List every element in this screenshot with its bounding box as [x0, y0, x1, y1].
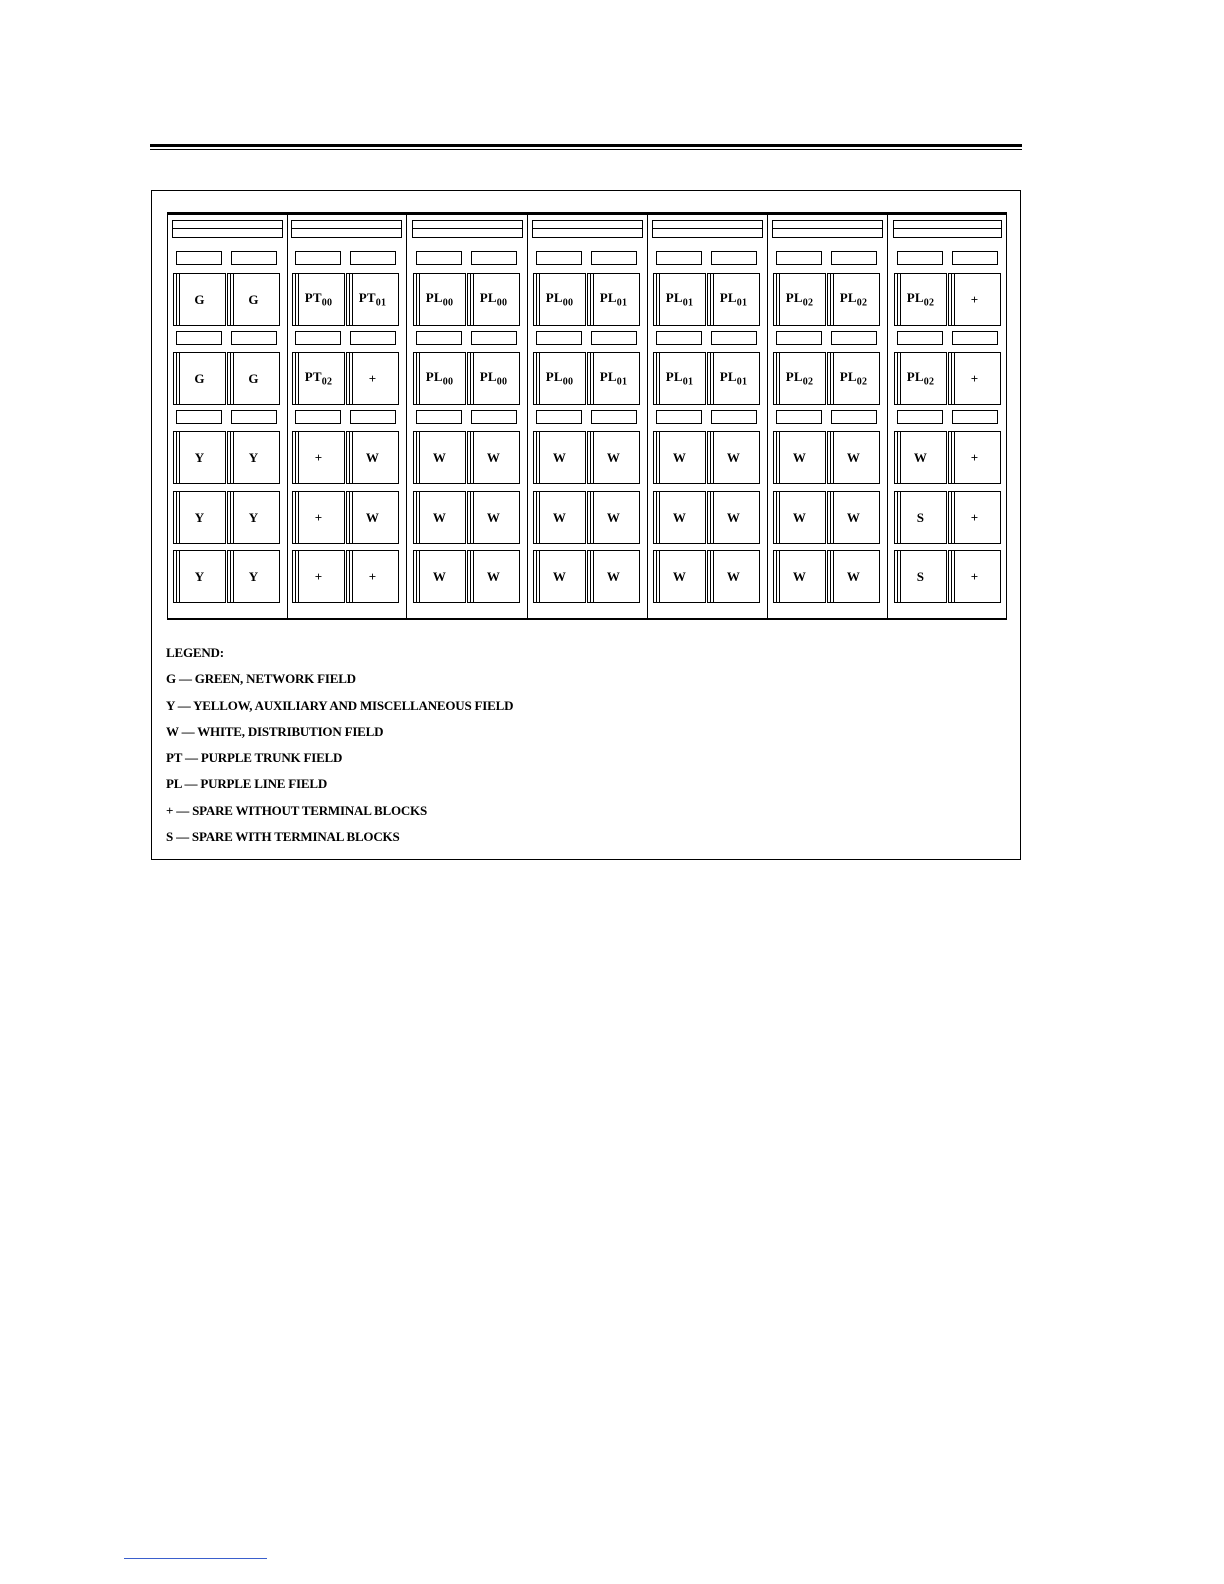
panel-label: W [792, 568, 807, 584]
panel-label: S [916, 568, 925, 584]
panel-label: G [248, 291, 259, 307]
bay-1 [168, 215, 288, 618]
panel-label: W [606, 509, 621, 525]
panel-label: $PL_{01}$ [599, 369, 628, 388]
terminal-panel [773, 273, 826, 326]
designation-strip [416, 410, 462, 424]
panel-label: W [432, 509, 447, 525]
designation-strip [656, 410, 702, 424]
terminal-panel [773, 352, 826, 405]
bay-4 [528, 215, 648, 618]
designation-strip [471, 410, 517, 424]
terminal-panel [533, 550, 586, 603]
designation-strip [176, 331, 222, 345]
designation-strip [591, 410, 637, 424]
panel-label: $PT_{01}$ [358, 290, 387, 309]
panel-label: $PL_{00}$ [545, 290, 574, 309]
panel-label: W [672, 449, 687, 465]
terminal-panel [533, 352, 586, 405]
panel-label: W [552, 449, 567, 465]
terminal-panel [467, 431, 520, 484]
panel-label: Y [194, 568, 205, 584]
terminal-panel [227, 550, 280, 603]
panel-label: G [248, 370, 259, 386]
panel-label: $PL_{02}$ [785, 290, 814, 309]
terminal-panel [653, 550, 706, 603]
terminal-panel [948, 491, 1001, 544]
designation-strip [416, 331, 462, 345]
panel-label: W [432, 568, 447, 584]
terminal-panel [827, 273, 880, 326]
panel-label: + [368, 568, 377, 584]
panel-label: $PL_{00}$ [425, 369, 454, 388]
terminal-panel [467, 352, 520, 405]
designation-strip [176, 410, 222, 424]
designation-strip [897, 331, 943, 345]
terminal-panel [173, 352, 226, 405]
panel-label: $PL_{02}$ [839, 369, 868, 388]
designation-strip [897, 251, 943, 265]
panel-label: Y [248, 449, 259, 465]
bay-header-strip [291, 220, 402, 238]
terminal-panel [948, 431, 1001, 484]
panel-label: $PL_{02}$ [785, 369, 814, 388]
bay-header-strip [893, 220, 1002, 238]
designation-strip [176, 251, 222, 265]
panel-label: $PL_{01}$ [665, 369, 694, 388]
bay-7 [889, 215, 1006, 618]
terminal-panel [587, 273, 640, 326]
terminal-panel [346, 352, 399, 405]
terminal-panel [467, 491, 520, 544]
panel-label: W [365, 509, 380, 525]
panel-label: + [314, 509, 323, 525]
terminal-panel [227, 273, 280, 326]
terminal-panel [413, 491, 466, 544]
panel-label: $PL_{00}$ [425, 290, 454, 309]
terminal-panel [346, 273, 399, 326]
terminal-panel [292, 550, 345, 603]
panel-label: Y [194, 509, 205, 525]
bay-header-strip [412, 220, 523, 238]
panel-label: $PL_{02}$ [906, 290, 935, 309]
terminal-panel [587, 431, 640, 484]
panel-label: W [846, 568, 861, 584]
terminal-panel [894, 352, 947, 405]
designation-strip [711, 331, 757, 345]
terminal-panel [292, 273, 345, 326]
terminal-panel [773, 431, 826, 484]
bay-header-strip [532, 220, 643, 238]
terminal-panel [653, 491, 706, 544]
designation-strip [231, 331, 277, 345]
panel-label: Y [248, 509, 259, 525]
panel-label: W [846, 509, 861, 525]
designation-strip [591, 251, 637, 265]
legend-item-y: Y — YELLOW, AUXILIARY AND MISCELLANEOUS FIELD [166, 697, 514, 713]
terminal-panel [894, 550, 947, 603]
top-rule [150, 144, 1022, 147]
designation-strip [952, 331, 998, 345]
designation-strip [776, 251, 822, 265]
panel-label: $PL_{01}$ [719, 369, 748, 388]
terminal-panel [707, 352, 760, 405]
designation-strip [295, 410, 341, 424]
terminal-panel [827, 491, 880, 544]
panel-label: + [368, 370, 377, 386]
terminal-panel [653, 352, 706, 405]
terminal-panel [587, 352, 640, 405]
terminal-panel [413, 273, 466, 326]
panel-label: W [672, 509, 687, 525]
terminal-panel [587, 491, 640, 544]
panel-label: W [726, 509, 741, 525]
terminal-panel [173, 273, 226, 326]
panel-label: W [792, 509, 807, 525]
distribution-frame-rack [167, 212, 1007, 620]
panel-label: S [916, 509, 925, 525]
designation-strip [897, 410, 943, 424]
panel-label: + [970, 509, 979, 525]
panel-label: W [846, 449, 861, 465]
designation-strip [656, 331, 702, 345]
legend [166, 645, 513, 855]
panel-label: W [726, 568, 741, 584]
panel-label: $PL_{02}$ [906, 369, 935, 388]
terminal-panel [173, 491, 226, 544]
panel-label: $PL_{00}$ [479, 369, 508, 388]
panel-label: W [552, 509, 567, 525]
designation-strip [416, 251, 462, 265]
terminal-panel [707, 273, 760, 326]
designation-strip [656, 251, 702, 265]
designation-strip [952, 251, 998, 265]
designation-strip [776, 410, 822, 424]
designation-strip [350, 410, 396, 424]
terminal-panel [707, 491, 760, 544]
panel-label: + [970, 291, 979, 307]
bay-header-strip [772, 220, 883, 238]
panel-label: + [314, 449, 323, 465]
legend-item-pt: PT — PURPLE TRUNK FIELD [166, 750, 343, 766]
terminal-panel [173, 431, 226, 484]
terminal-panel [292, 352, 345, 405]
panel-label: Y [248, 568, 259, 584]
terminal-panel [948, 352, 1001, 405]
terminal-panel [827, 431, 880, 484]
designation-strip [295, 331, 341, 345]
panel-label: W [606, 449, 621, 465]
designation-strip [471, 331, 517, 345]
panel-label: $PT_{02}$ [304, 369, 333, 388]
legend-item-g: G — GREEN, NETWORK FIELD [166, 671, 356, 687]
designation-strip [231, 410, 277, 424]
designation-strip [952, 410, 998, 424]
terminal-panel [533, 491, 586, 544]
bay-6 [768, 215, 888, 618]
terminal-panel [413, 352, 466, 405]
top-rule-thin [150, 149, 1022, 150]
legend-item-w: W — WHITE, DISTRIBUTION FIELD [166, 723, 384, 739]
designation-strip [350, 251, 396, 265]
designation-strip [536, 410, 582, 424]
terminal-panel [227, 431, 280, 484]
terminal-panel [827, 550, 880, 603]
bay-3 [408, 215, 528, 618]
designation-strip [231, 251, 277, 265]
panel-label: W [913, 449, 928, 465]
legend-item-plus: + — SPARE WITHOUT TERMINAL BLOCKS [166, 802, 427, 818]
terminal-panel [894, 431, 947, 484]
terminal-panel [653, 431, 706, 484]
designation-strip [591, 331, 637, 345]
designation-strip [350, 331, 396, 345]
bay-2 [287, 215, 407, 618]
terminal-panel [346, 431, 399, 484]
panel-label: + [970, 370, 979, 386]
panel-label: W [606, 568, 621, 584]
terminal-panel [773, 550, 826, 603]
panel-label: $PL_{00}$ [479, 290, 508, 309]
panel-label: Y [194, 449, 205, 465]
panel-label: W [486, 449, 501, 465]
panel-label: $PL_{00}$ [545, 369, 574, 388]
terminal-panel [467, 550, 520, 603]
panel-label: G [194, 291, 205, 307]
bay-header-strip [652, 220, 763, 238]
bay-header-strip [172, 220, 283, 238]
terminal-panel [227, 352, 280, 405]
panel-label: W [726, 449, 741, 465]
designation-strip [295, 251, 341, 265]
designation-strip [831, 410, 877, 424]
terminal-panel [948, 550, 1001, 603]
designation-strip [711, 251, 757, 265]
panel-label: W [792, 449, 807, 465]
designation-strip [711, 410, 757, 424]
designation-strip [831, 331, 877, 345]
panel-label: $PL_{01}$ [719, 290, 748, 309]
terminal-panel [413, 550, 466, 603]
legend-title: LEGEND: [166, 645, 224, 660]
panel-label: W [432, 449, 447, 465]
panel-label: G [194, 370, 205, 386]
terminal-panel [346, 550, 399, 603]
terminal-panel [467, 273, 520, 326]
panel-label: $PL_{01}$ [599, 290, 628, 309]
panel-label: W [486, 568, 501, 584]
terminal-panel [533, 273, 586, 326]
panel-label: $PL_{01}$ [665, 290, 694, 309]
terminal-panel [948, 273, 1001, 326]
terminal-panel [773, 491, 826, 544]
terminal-panel [346, 491, 399, 544]
designation-strip [536, 331, 582, 345]
terminal-panel [173, 550, 226, 603]
panel-label: $PL_{02}$ [839, 290, 868, 309]
terminal-panel [894, 273, 947, 326]
panel-label: $PT_{00}$ [304, 290, 333, 309]
panel-label: W [672, 568, 687, 584]
designation-strip [471, 251, 517, 265]
panel-label: W [552, 568, 567, 584]
terminal-panel [227, 491, 280, 544]
terminal-panel [292, 491, 345, 544]
terminal-panel [413, 431, 466, 484]
panel-label: W [486, 509, 501, 525]
panel-label: + [970, 568, 979, 584]
terminal-panel [707, 550, 760, 603]
terminal-panel [894, 491, 947, 544]
panel-label: + [970, 449, 979, 465]
terminal-panel [827, 352, 880, 405]
designation-strip [776, 331, 822, 345]
panel-label: + [314, 568, 323, 584]
terminal-panel [533, 431, 586, 484]
legend-item-s: S — SPARE WITH TERMINAL BLOCKS [166, 829, 400, 845]
bay-5 [648, 215, 768, 618]
designation-strip [536, 251, 582, 265]
legend-item-pl: PL — PURPLE LINE FIELD [166, 776, 328, 792]
designation-strip [831, 251, 877, 265]
terminal-panel [653, 273, 706, 326]
terminal-panel [587, 550, 640, 603]
terminal-panel [292, 431, 345, 484]
terminal-panel [707, 431, 760, 484]
panel-label: W [365, 449, 380, 465]
footer-link-line [124, 1558, 267, 1559]
